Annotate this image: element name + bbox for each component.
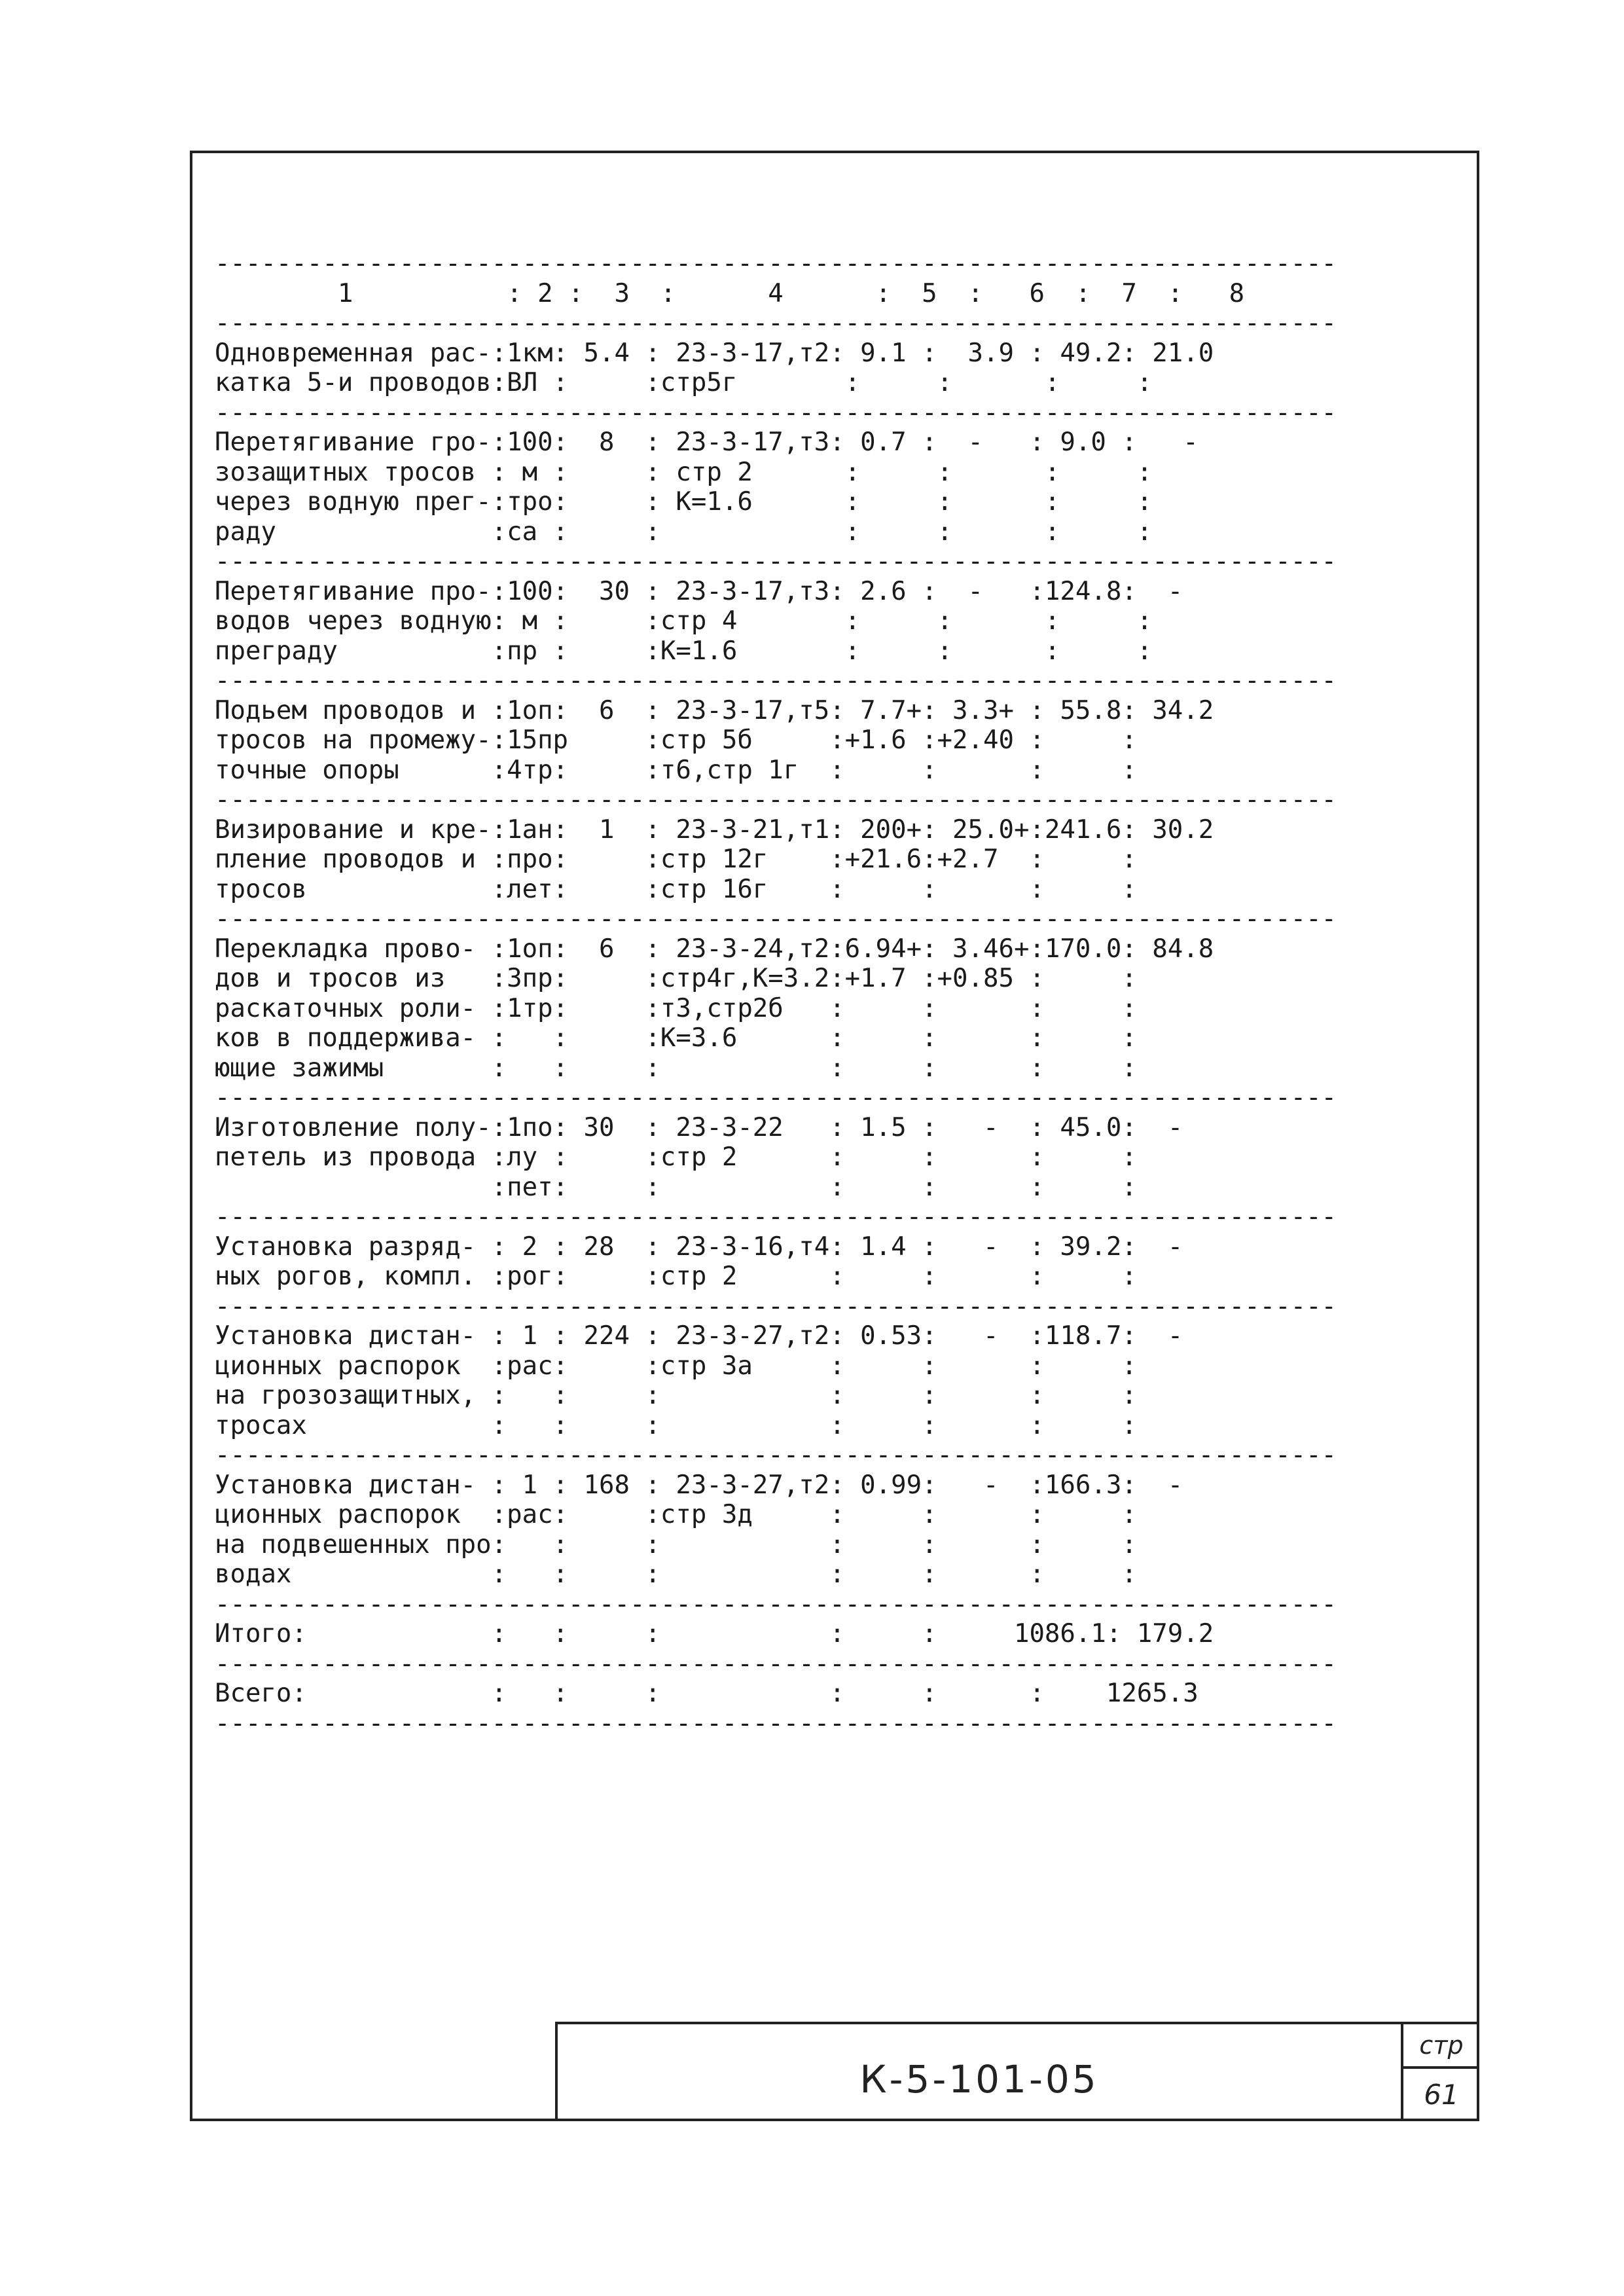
table-line: Перетягивание гро-:100: 8 : 23-3-17,т3: 0.7 : - : 9.0 : - bbox=[215, 428, 1199, 457]
table-line: ющие зажимы : : : : : : : bbox=[215, 1053, 1137, 1083]
table-rule: ------------------------------------------------------------------------- bbox=[215, 1708, 1337, 1738]
table-line: Итого: : : : : : 1086.1: 179.2 bbox=[215, 1619, 1214, 1649]
table-line: дов и тросов из :3пр: :стр4г,К=3.2:+1.7 :+0.85 : : bbox=[215, 964, 1137, 993]
table-line: раскаточных роли- :1тр: :т3,стр2б : : : : bbox=[215, 993, 1137, 1023]
table-rule: ------------------------------------------------------------------------- bbox=[215, 666, 1337, 695]
document-code: К-5-101-05 bbox=[859, 2057, 1099, 2102]
table-line: Установка дистан- : 1 : 168 : 23-3-27,т2: 0.99: - :166.3: - bbox=[215, 1470, 1183, 1500]
table-line: ционных распорок :рас: :стр 3а : : : : bbox=[215, 1351, 1137, 1381]
table-line: водах : : : : : : : bbox=[215, 1559, 1137, 1589]
table-rule: ------------------------------------------------------------------------- bbox=[215, 1083, 1337, 1112]
table-rule: ------------------------------------------------------------------------- bbox=[215, 1589, 1337, 1619]
table-line: тросов :лет: :стр 16г : : : : bbox=[215, 874, 1137, 904]
table-line: Установка дистан- : 1 : 224 : 23-3-27,т2: 0.53: - :118.7: - bbox=[215, 1321, 1183, 1351]
table-line: Всего: : : : : : : 1265.3 bbox=[215, 1679, 1199, 1708]
table-line: ков в поддержива- : : :К=3.6 : : : : bbox=[215, 1023, 1137, 1053]
table-line: :пет: : : : : : bbox=[215, 1172, 1137, 1202]
table-line: водов через водную: м : :стр 4 : : : : bbox=[215, 606, 1153, 636]
table-line: на грозозащитных, : : : : : : : bbox=[215, 1381, 1137, 1410]
page-number-box bbox=[1401, 2024, 1479, 2121]
table-line: 1 : 2 : 3 : 4 : 5 : 6 : 7 : 8 bbox=[215, 278, 1245, 308]
table-line: Подьем проводов и :1оп: 6 : 23-3-17,т5: 7.7+: 3.3+ : 55.8: 34.2 bbox=[215, 695, 1214, 725]
table-line: точные опоры :4тр: :т6,стр 1г : : : : bbox=[215, 755, 1137, 785]
table-line: Визирование и кре-:1ан: 1 : 23-3-21,т1: 200+: 25.0+:241.6: 30.2 bbox=[215, 814, 1214, 845]
table-line: Перетягивание про-:100: 30 : 23-3-17,т3: 2.6 : - :124.8: - bbox=[215, 576, 1183, 606]
table-line: раду :са : : : : : : bbox=[215, 517, 1153, 547]
table-rule: ------------------------------------------------------------------------- bbox=[215, 308, 1337, 338]
title-block bbox=[555, 2022, 1479, 2121]
table-line: через водную прег-:тро: : К=1.6 : : : : bbox=[215, 487, 1153, 517]
table-line: тросах : : : : : : : bbox=[215, 1410, 1137, 1440]
page-number: 61 bbox=[1424, 2079, 1459, 2111]
table-rule: ------------------------------------------------------------------------- bbox=[215, 1440, 1337, 1470]
calculation-table bbox=[215, 249, 1337, 1738]
table-line: Одновременная рас-:1км: 5.4 : 23-3-17,т2: 9.1 : 3.9 : 49.2: 21.0 bbox=[215, 338, 1214, 368]
table-line: тросов на промежу-:15пр :стр 5б :+1.6 :+2.40 : : bbox=[215, 725, 1137, 755]
table-line: зозащитных тросов : м : : стр 2 : : : : bbox=[215, 457, 1153, 487]
table-rule: ------------------------------------------------------------------------- bbox=[215, 249, 1337, 278]
page-label: стр bbox=[1403, 2024, 1479, 2069]
table-line: пление проводов и :про: :стр 12г :+21.6:+2.7 : : bbox=[215, 845, 1137, 874]
table-rule: ------------------------------------------------------------------------- bbox=[215, 547, 1337, 576]
table-line: ционных распорок :рас: :стр 3д : : : : bbox=[215, 1500, 1137, 1529]
table-line: Изготовление полу-:1по: 30 : 23-3-22 : 1.5 : - : 45.0: - bbox=[215, 1112, 1183, 1142]
table-line: катка 5-и проводов:ВЛ : :стр5г : : : : bbox=[215, 368, 1153, 397]
table-line: ных рогов, компл. :рог: :стр 2 : : : : bbox=[215, 1262, 1137, 1291]
table-rule: ------------------------------------------------------------------------- bbox=[215, 1649, 1337, 1679]
table-line: преграду :пр : :К=1.6 : : : : bbox=[215, 636, 1153, 666]
table-line: Установка разряд- : 2 : 28 : 23-3-16,т4: 1.4 : - : 39.2: - bbox=[215, 1231, 1183, 1262]
table-line: петель из провода :лу : :стр 2 : : : : bbox=[215, 1142, 1137, 1172]
table-line: Перекладка прово- :1оп: 6 : 23-3-24,т2:6.94+: 3.46+:170.0: 84.8 bbox=[215, 934, 1214, 964]
table-rule: ------------------------------------------------------------------------- bbox=[215, 785, 1337, 814]
table-rule: ------------------------------------------------------------------------- bbox=[215, 1291, 1337, 1321]
table-rule: ------------------------------------------------------------------------- bbox=[215, 397, 1337, 428]
table-line: на подвешенных про: : : : : : : bbox=[215, 1529, 1137, 1559]
table-rule: ------------------------------------------------------------------------- bbox=[215, 1202, 1337, 1231]
table-rule: ------------------------------------------------------------------------- bbox=[215, 904, 1337, 934]
